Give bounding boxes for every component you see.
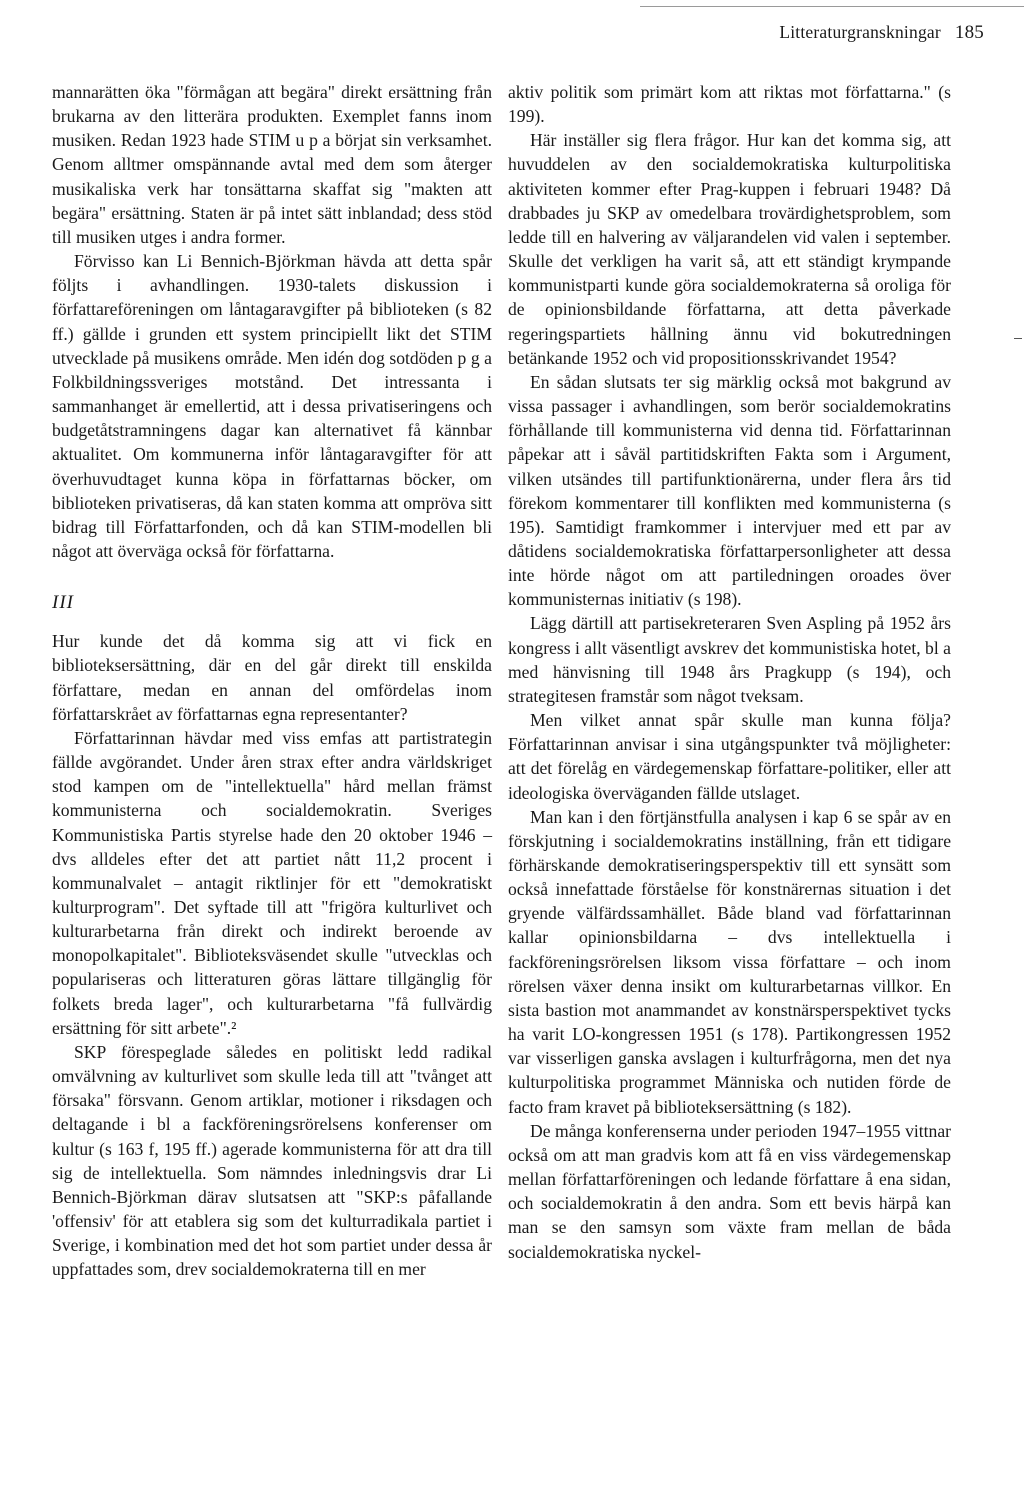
paragraph: Hur kunde det då komma sig att vi fick en biblioteksersättning, där en del går direkt till enskilda författare, medan en annan del omfördelas inom författarskrået av författarnas egna representanter? <box>52 631 492 724</box>
paragraph: aktiv politik som primärt kom att riktas mot författarna." (s 199). <box>508 82 951 127</box>
paragraph: De många konferenserna under perioden 1947–1955 vittnar också om att man gradvis kom att få en viss värdegemenskap mellan författarföreningen och ledande författare å ena sidan, och socialdemokratin å den andra. Som ett bevis härpå kan man se den samsyn som växte fram mellan de båda socialdemokratiska nyckel- <box>508 1120 951 1262</box>
paragraph: En sådan slutsats ter sig märklig också mot bakgrund av vissa passager i avhandlingen, som berör socialdemokratins förhållande till kommunisterna vid denna tid. Författarinnan påpekar att i såväl partitidskriften Fakta som i Argument, vilken utsändes till partifunktionärerna, under flera års tid förekom kommentarer till konflikten med kommunisterna (s 195). Samtidigt framkommer i intervjuer med ett par av dåtidens socialdemokratiska författarpersonligheter att dessa inte hörde något om att partiledningen oroades över kommunisternas initiativ (s 198). <box>508 371 951 610</box>
margin-mark <box>1014 338 1022 339</box>
running-title: Litteraturgranskningar <box>779 22 941 42</box>
left-column <box>52 80 492 1282</box>
paragraph: Författarinnan hävdar med viss emfas att partistrategin fällde avgörandet. Under åren strax efter andra världskriget stod kampen om de "intellektuella" hård mellan främst kommunisterna och socialdemokratin. Sveriges Kommunistiska Partis styrelse hade den 20 oktober 1946 – dvs alldeles efter det att partiet nått 11,2 procent i kommunalvalet – antagit riktlinjer för ett "demokratiskt kulturprogram". Det syftade till att "frigöra kulturlivet och kulturarbetarna från direkt och indirekt beroende av monopolkapitalet". Biblioteksväsendet skulle "utvecklas och populariseras och litteraturen göras lättare tillgänglig för folkets breda lager", och kulturarbetarna "få fullvärdig ersättning för sitt arbete".² <box>52 727 492 1038</box>
paragraph: SKP förespeglade således en politiskt ledd radikal omvälvning av kulturlivet som skulle leda till att "tvånget att försaka" försvann. Genom artiklar, motioner i riksdagen och deltagande i bl a fackföreningsrörelsens konferenser om kultur (s 163 f, 195 ff.) agerade kommunisterna för att dra till sig de intellektuella. Som nämndes inledningsvis drar Li Bennich-Björkman därav slutsatsen att "SKP:s påfallande 'offensiv' för att etablera sig som det kulturradikala partiet i Sverige, i kombination med det hot som partiet under dessa år uppfattades som, drev socialdemokraterna till en mer <box>52 1041 492 1280</box>
paragraph: Lägg därtill att partisekreteraren Sven Aspling på 1952 års kongress i allt väsentligt avskrev det kommunistiska hotet, bl a med hänvisning till 1948 års Pragkupp (s 194), och strategitesen framstår som något tveksam. <box>508 613 951 706</box>
paragraph: Förvisso kan Li Bennich-Björkman hävda att detta spår följts i avhandlingen. 1930-talets diskussion i författareföreningen om låntagaravgifter på biblioteken (s 82 ff.) gällde i grunden ett system principiellt likt det STIM utvecklade på musikens område. Men idén dog sotdöden p g a Folkbildningssveriges motstånd. Det intressanta i sammanhanget är emellertid, att i dessa privatiseringens och budgetåtstramningens dagar kan alternativet få kännbar aktualitet. Om kommunerna inför låntagaravgifter för att överhuvudtaget kunna köpa in författarnas böcker, om biblioteken privatiseras, då kan staten komma att ompröva sitt bidrag till Författarfonden, och då kan STIM-modellen bli något att överväga också för författarna. <box>52 251 492 561</box>
section-heading: III <box>52 592 74 614</box>
page-number: 185 <box>954 22 984 43</box>
top-rule <box>640 6 1024 7</box>
paragraph: Man kan i den förtjänstfulla analysen i kap 6 se spår av en förskjutning i socialdemokratins inställning, från ett tidigare förhärskande demokratiseringsperspektiv till ett synsätt som också innefattade förståelse för konstnärernas situation i det gryende välfärdssamhället. Både bland vad författarinnan kallar opinionsbildarna – dvs intellektuella i fackföreningsrörelsen liksom vissa författare – och inom rörelsen växer denna insikt om kulturarbetarnas villkor. En sista bastion mot anammandet av konstnärsperspektivet tycks ha varit LO-kongressen 1951 (s 178). Partikongressen 1952 var visserligen ganska avslagen i kulturfrågorna, men det nya kulturpolitiska programmet Människa och nutiden förde de facto fram kravet på biblioteksersättning (s 182). <box>508 806 951 1117</box>
paragraph: mannarätten öka "förmågan att begära" direkt ersättning från brukarna av den litterära produkten. Exemplet fanns inom musiken. Redan 1923 hade STIM u p a börjat sin verksamhet. Genom alltmer omspännande avtal med dem som återger musikaliska verk har tonsättarna skaffat sig "makten att begära" ersättning. Staten är på intet sätt inblandad; dess stöd till musiken utges i andra former. <box>52 82 492 247</box>
paragraph: Här inställer sig flera frågor. Hur kan det komma sig, att huvuddelen av den socialdemokratiska kulturpolitiska aktiviteten kommer efter Prag-kuppen i februari 1948? Då drabbades ju SKP av omedelbara trovärdighetsproblem, som ledde till en halvering av väljarandelen vid valen i september. Skulle det verkligen ha varit så, att ett ständigt krympande kommunistparti kunde göra socialdemokraterna så oroliga för de opinionsbildande författarna, att detta påverkade regeringspartiets hållning ännu vid bokutredningen betänkande 1952 och vid propositionsskrivandet 1954? <box>508 130 951 368</box>
running-header <box>779 22 984 44</box>
right-column <box>508 80 951 1264</box>
paragraph: Men vilket annat spår skulle man kunna följa? Författarinnan anvisar i sina utgångspunkter två möjligheter: att det förelåg en värdegemenskap författare-politiker, eller att ideologiska överväganden fällde utslaget. <box>508 710 951 803</box>
